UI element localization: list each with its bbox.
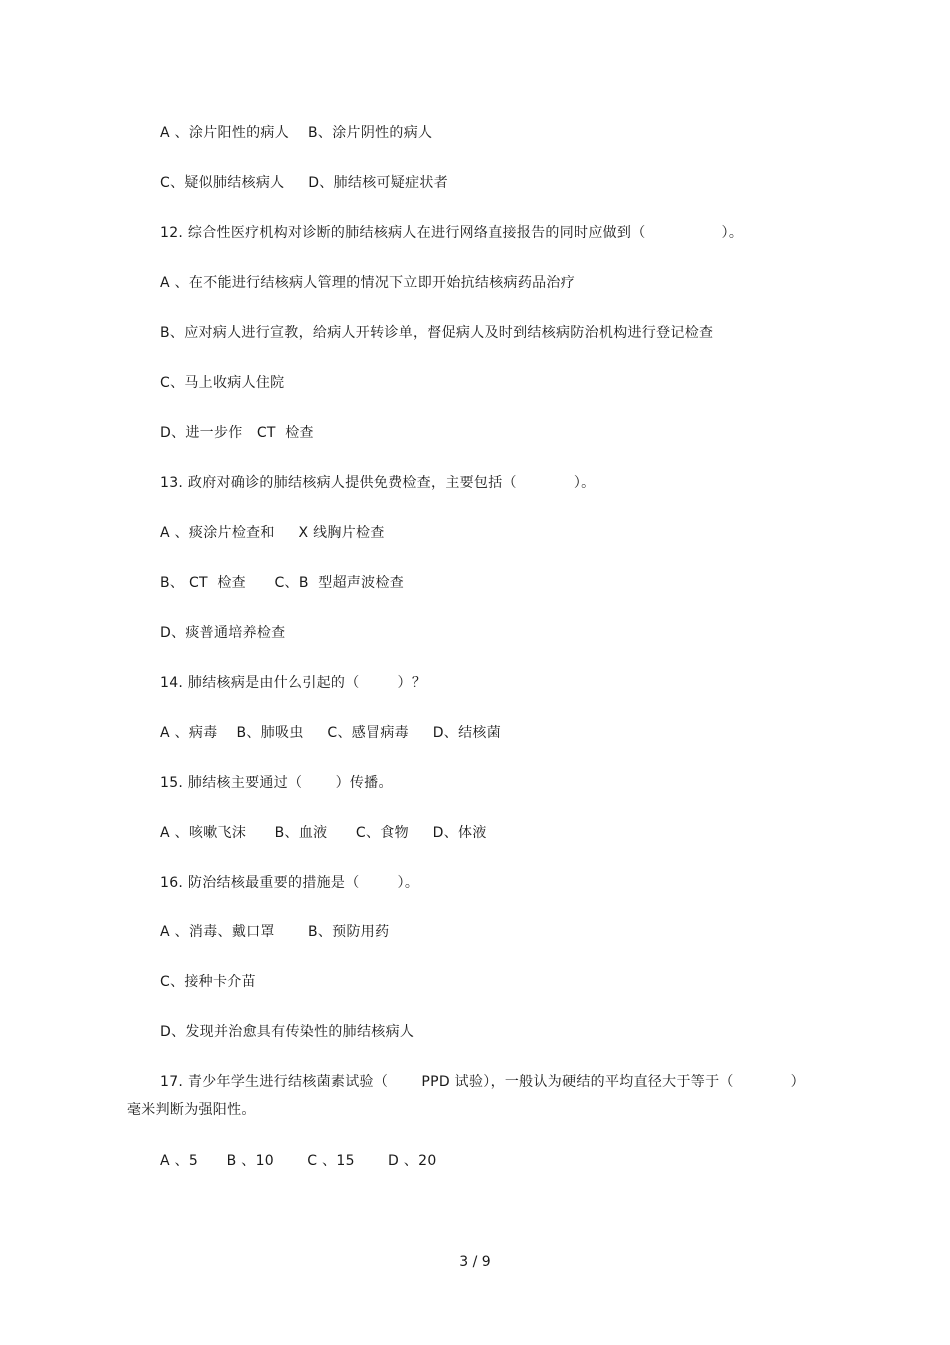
question-17-continuation: 毫米判断为强阳性。 [127,1102,256,1118]
q16-options-ab: A 、消毒、戴口罩 B、预防用药 [160,924,390,940]
q12-option-c: C、马上收病人住院 [160,375,285,391]
question-12: 12. 综合性医疗机构对诊断的肺结核病人在进行网络直接报告的同时应做到（ ）。 [160,225,744,241]
q12-option-a: A 、在不能进行结核病人管理的情况下立即开始抗结核病药品治疗 [160,275,576,291]
q12-option-d: D、进一步作 CT 检查 [160,425,314,441]
question-17: 17. 青少年学生进行结核菌素试验（ PPD 试验），一般认为硬结的平均直径大于等于（ ） [160,1074,805,1090]
q11-options-ab: A 、涂片阳性的病人 B、涂片阴性的病人 [160,125,433,141]
question-13: 13. 政府对确诊的肺结核病人提供免费检查，主要包括（ ）。 [160,475,596,491]
question-14: 14. 肺结核病是由什么引起的（ ）？ [160,675,427,691]
q13-option-d: D、痰普通培养检查 [160,625,286,641]
q13-option-a: A 、痰涂片检查和 X 线胸片检查 [160,525,385,541]
question-15: 15. 肺结核主要通过（ ）传播。 [160,775,393,791]
q16-option-c: C、接种卡介苗 [160,974,256,990]
q16-option-d: D、发现并治愈具有传染性的肺结核病人 [160,1024,415,1040]
q12-option-b: B、应对病人进行宣教，给病人开转诊单，督促病人及时到结核病防治机构进行登记检查 [160,325,714,341]
q14-options: A 、病毒 B、肺吸虫 C、感冒病毒 D、结核菌 [160,725,501,741]
q17-options: A 、5 B 、10 C 、15 D 、20 [160,1153,437,1169]
q11-options-cd: C、疑似肺结核病人 D、肺结核可疑症状者 [160,175,449,191]
q13-options-bc: B、 CT 检查 C、B 型超声波检查 [160,575,405,591]
question-16: 16. 防治结核最重要的措施是（ ）。 [160,875,420,891]
q15-options: A 、咳嗽飞沫 B、血液 C、食物 D、体液 [160,825,487,841]
page-number: 3 / 9 [459,1254,491,1270]
